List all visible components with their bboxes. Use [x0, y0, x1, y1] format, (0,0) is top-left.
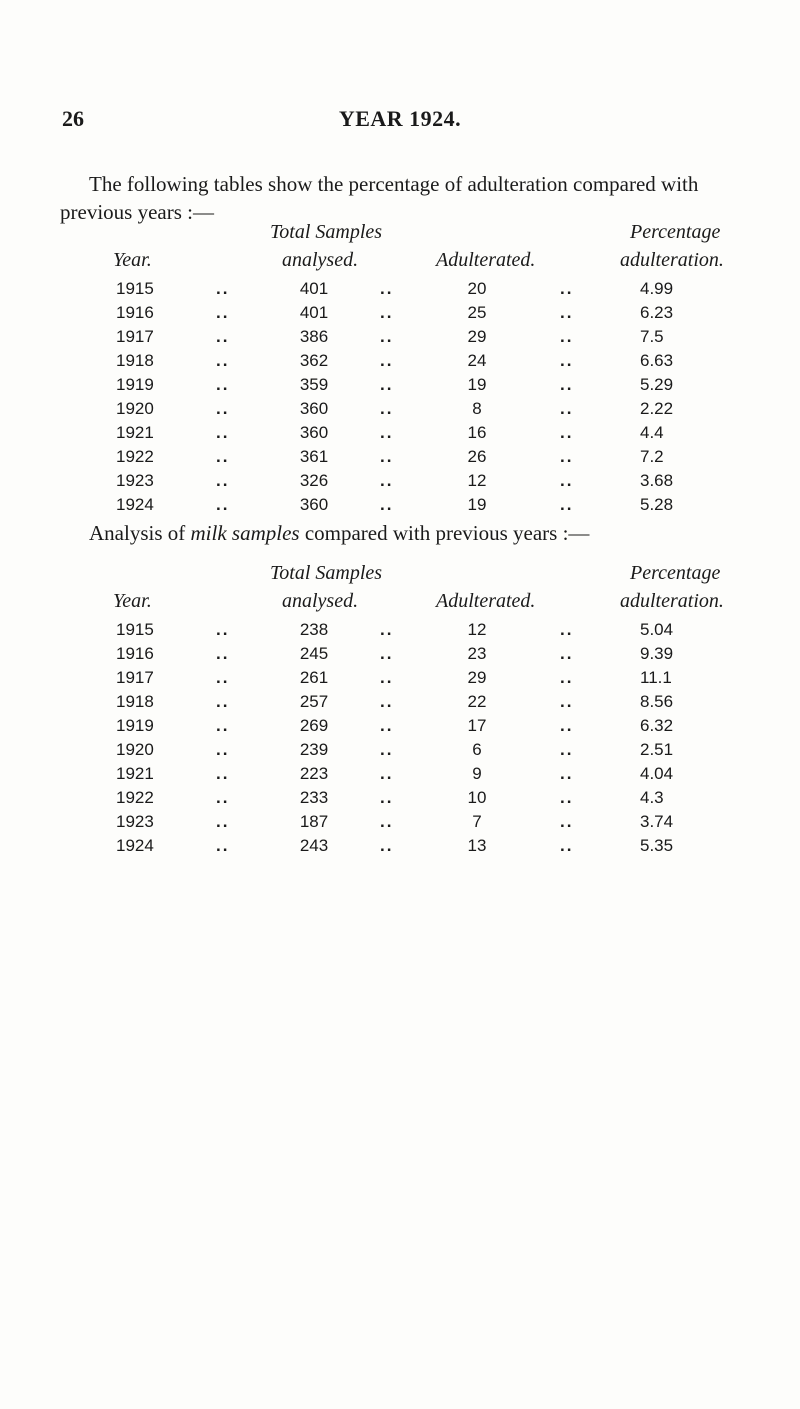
- milk-intro-c: compared with previous years :—: [299, 521, 590, 545]
- dot-leader: ..: [560, 423, 574, 442]
- dot-leader: ..: [380, 836, 394, 855]
- dot-leader: ..: [380, 764, 394, 783]
- cell-adulterated: 23: [467, 644, 487, 663]
- cell-adulterated: 13: [467, 836, 487, 855]
- milk-adulteration-table: [0, 562, 800, 860]
- cell-adulterated: 17: [467, 716, 487, 735]
- cell-adulterated: 8: [472, 399, 482, 418]
- cell-year: 1921: [116, 764, 154, 783]
- dot-leader: ..: [216, 447, 230, 466]
- dot-leader: ..: [560, 399, 574, 418]
- header-percentage: Percentage: [630, 221, 721, 243]
- table-row: [0, 279, 800, 303]
- dot-leader: ..: [216, 644, 230, 663]
- cell-adulterated: 26: [467, 447, 487, 466]
- cell-percentage: 5.35: [640, 836, 674, 855]
- cell-year: 1923: [116, 812, 154, 831]
- dot-leader: ..: [216, 716, 230, 735]
- header-total-samples: Total Samples: [270, 562, 383, 584]
- table-row: [0, 836, 800, 860]
- dot-leader: ..: [560, 692, 574, 711]
- header-adulteration: adulteration.: [620, 249, 724, 271]
- cell-percentage: 8.56: [640, 692, 674, 711]
- cell-adulterated: 20: [467, 279, 487, 298]
- cell-percentage: 11.1: [640, 668, 672, 687]
- cell-adulterated: 10: [467, 788, 487, 807]
- dot-leader: ..: [380, 692, 394, 711]
- dot-leader: ..: [216, 471, 230, 490]
- page-header: [0, 106, 800, 146]
- cell-year: 1916: [116, 644, 154, 663]
- cell-year: 1924: [116, 836, 154, 855]
- adulteration-table: [0, 221, 800, 519]
- dot-leader: ..: [560, 812, 574, 831]
- cell-adulterated: 9: [472, 764, 482, 783]
- dot-leader: ..: [560, 279, 574, 298]
- dot-leader: ..: [560, 471, 574, 490]
- header-analysed: analysed.: [282, 249, 359, 271]
- header-year: Year.: [113, 590, 152, 612]
- cell-percentage: 6.32: [640, 716, 674, 735]
- cell-total-samples: 326: [299, 471, 329, 490]
- dot-leader: ..: [560, 764, 574, 783]
- header-year: Year.: [113, 249, 152, 271]
- cell-total-samples: 360: [299, 423, 329, 442]
- cell-percentage: 5.28: [640, 495, 674, 514]
- cell-total-samples: 401: [299, 303, 329, 322]
- cell-adulterated: 25: [467, 303, 487, 322]
- table-row: [0, 788, 800, 812]
- dot-leader: ..: [560, 788, 574, 807]
- cell-total-samples: 362: [299, 351, 329, 370]
- dot-leader: ..: [216, 399, 230, 418]
- dot-leader: ..: [380, 644, 394, 663]
- table-row: [0, 495, 800, 519]
- cell-total-samples: 245: [299, 644, 329, 663]
- header-adulteration: adulteration.: [620, 590, 724, 612]
- cell-total-samples: 257: [299, 692, 329, 711]
- dot-leader: ..: [380, 303, 394, 322]
- cell-adulterated: 12: [467, 471, 487, 490]
- dot-leader: ..: [216, 812, 230, 831]
- table-row: [0, 620, 800, 644]
- intro-paragraph: [60, 170, 789, 226]
- cell-percentage: 6.63: [640, 351, 674, 370]
- cell-total-samples: 239: [299, 740, 329, 759]
- cell-percentage: 5.04: [640, 620, 674, 639]
- dot-leader: ..: [560, 716, 574, 735]
- dot-leader: ..: [380, 668, 394, 687]
- header-adulterated: Adulterated.: [436, 590, 536, 612]
- dot-leader: ..: [380, 399, 394, 418]
- header-adulterated: Adulterated.: [436, 249, 536, 271]
- cell-year: 1923: [116, 471, 154, 490]
- dot-leader: ..: [380, 812, 394, 831]
- cell-total-samples: 243: [299, 836, 329, 855]
- dot-leader: ..: [380, 375, 394, 394]
- cell-percentage: 4.04: [640, 764, 674, 783]
- dot-leader: ..: [560, 495, 574, 514]
- page-number: 26: [62, 106, 84, 131]
- cell-total-samples: 360: [299, 399, 329, 418]
- dot-leader: ..: [560, 668, 574, 687]
- cell-total-samples: 238: [299, 620, 329, 639]
- cell-percentage: 4.4: [640, 423, 664, 442]
- cell-adulterated: 19: [467, 375, 487, 394]
- table-row: [0, 716, 800, 740]
- cell-year: 1920: [116, 740, 154, 759]
- dot-leader: ..: [216, 351, 230, 370]
- cell-total-samples: 269: [299, 716, 329, 735]
- dot-leader: ..: [216, 740, 230, 759]
- dot-leader: ..: [216, 279, 230, 298]
- cell-total-samples: 223: [299, 764, 329, 783]
- milk-intro: [89, 519, 789, 547]
- cell-total-samples: 360: [299, 495, 329, 514]
- dot-leader: ..: [560, 740, 574, 759]
- table-row: [0, 740, 800, 764]
- dot-leader: ..: [380, 740, 394, 759]
- table-row: [0, 447, 800, 471]
- cell-year: 1915: [116, 620, 154, 639]
- table-row: [0, 668, 800, 692]
- cell-year: 1917: [116, 668, 154, 687]
- cell-percentage: 4.3: [640, 788, 664, 807]
- table-row: [0, 399, 800, 423]
- cell-year: 1924: [116, 495, 154, 514]
- dot-leader: ..: [380, 351, 394, 370]
- dot-leader: ..: [216, 423, 230, 442]
- dot-leader: ..: [216, 692, 230, 711]
- cell-total-samples: 359: [299, 375, 329, 394]
- cell-adulterated: 29: [467, 668, 487, 687]
- cell-total-samples: 187: [299, 812, 329, 831]
- cell-adulterated: 16: [467, 423, 487, 442]
- cell-percentage: 3.74: [640, 812, 674, 831]
- dot-leader: ..: [216, 788, 230, 807]
- dot-leader: ..: [560, 447, 574, 466]
- cell-year: 1917: [116, 327, 154, 346]
- cell-percentage: 7.2: [640, 447, 664, 466]
- milk-intro-b: milk samples: [190, 521, 300, 545]
- dot-leader: ..: [560, 644, 574, 663]
- cell-adulterated: 22: [467, 692, 487, 711]
- cell-percentage: 2.22: [640, 399, 674, 418]
- table-body: [0, 620, 800, 860]
- cell-total-samples: 361: [299, 447, 329, 466]
- table-row: [0, 303, 800, 327]
- dot-leader: ..: [380, 620, 394, 639]
- cell-percentage: 2.51: [640, 740, 674, 759]
- cell-year: 1918: [116, 692, 154, 711]
- cell-percentage: 6.23: [640, 303, 674, 322]
- dot-leader: ..: [380, 279, 394, 298]
- dot-leader: ..: [216, 620, 230, 639]
- cell-total-samples: 386: [299, 327, 329, 346]
- dot-leader: ..: [216, 327, 230, 346]
- dot-leader: ..: [560, 327, 574, 346]
- dot-leader: ..: [560, 375, 574, 394]
- table-row: [0, 644, 800, 668]
- dot-leader: ..: [216, 668, 230, 687]
- table-row: [0, 375, 800, 399]
- header-percentage: Percentage: [630, 562, 721, 584]
- table-row: [0, 471, 800, 495]
- cell-percentage: 4.99: [640, 279, 674, 298]
- cell-adulterated: 12: [467, 620, 487, 639]
- cell-year: 1915: [116, 279, 154, 298]
- cell-total-samples: 233: [299, 788, 329, 807]
- dot-leader: ..: [380, 716, 394, 735]
- cell-year: 1921: [116, 423, 154, 442]
- cell-adulterated: 29: [467, 327, 487, 346]
- table-header: [0, 562, 800, 612]
- header-analysed: analysed.: [282, 590, 359, 612]
- dot-leader: ..: [560, 351, 574, 370]
- dot-leader: ..: [380, 447, 394, 466]
- dot-leader: ..: [380, 788, 394, 807]
- cell-percentage: 9.39: [640, 644, 674, 663]
- running-head: YEAR 1924.: [338, 106, 462, 131]
- cell-year: 1919: [116, 716, 154, 735]
- dot-leader: ..: [216, 495, 230, 514]
- intro-line-1: The following tables show the percentage of adulteration compared with: [89, 172, 699, 196]
- cell-year: 1918: [116, 351, 154, 370]
- intro-line-2: previous years :—: [60, 200, 214, 224]
- cell-total-samples: 261: [299, 668, 329, 687]
- table-row: [0, 351, 800, 375]
- table-row: [0, 692, 800, 716]
- dot-leader: ..: [216, 375, 230, 394]
- dot-leader: ..: [380, 423, 394, 442]
- table-row: [0, 327, 800, 351]
- cell-adulterated: 19: [467, 495, 487, 514]
- dot-leader: ..: [380, 327, 394, 346]
- cell-percentage: 5.29: [640, 375, 674, 394]
- cell-percentage: 7.5: [640, 327, 664, 346]
- dot-leader: ..: [216, 836, 230, 855]
- dot-leader: ..: [560, 303, 574, 322]
- cell-year: 1916: [116, 303, 154, 322]
- cell-year: 1922: [116, 788, 154, 807]
- table-row: [0, 764, 800, 788]
- milk-intro-a: Analysis of: [89, 521, 191, 545]
- cell-total-samples: 401: [299, 279, 329, 298]
- cell-adulterated: 24: [467, 351, 487, 370]
- table-row: [0, 423, 800, 447]
- cell-year: 1920: [116, 399, 154, 418]
- dot-leader: ..: [380, 495, 394, 514]
- header-total-samples: Total Samples: [270, 221, 383, 243]
- cell-percentage: 3.68: [640, 471, 674, 490]
- dot-leader: ..: [216, 303, 230, 322]
- cell-adulterated: 6: [472, 740, 482, 759]
- cell-year: 1919: [116, 375, 154, 394]
- table-header: [0, 221, 800, 271]
- table-body: [0, 279, 800, 519]
- cell-adulterated: 7: [472, 812, 482, 831]
- dot-leader: ..: [560, 620, 574, 639]
- dot-leader: ..: [560, 836, 574, 855]
- table-row: [0, 812, 800, 836]
- dot-leader: ..: [216, 764, 230, 783]
- cell-year: 1922: [116, 447, 154, 466]
- dot-leader: ..: [380, 471, 394, 490]
